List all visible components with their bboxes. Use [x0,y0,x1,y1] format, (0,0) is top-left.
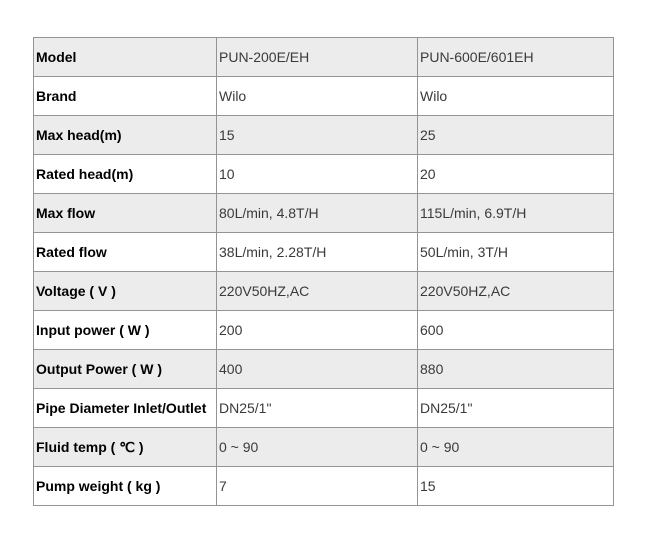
row-label: Fluid temp ( ℃ ) [34,428,217,467]
row-value-col2: 600 [418,311,614,350]
row-value-col1: 38L/min, 2.28T/H [217,233,418,272]
table-row-max-head [34,116,614,155]
spec-table-container [33,37,614,506]
row-value-col1: 0 ~ 90 [217,428,418,467]
row-label: Rated flow [34,233,217,272]
row-label: Max head(m) [34,116,217,155]
row-value-col1: 400 [217,350,418,389]
row-label: Brand [34,77,217,116]
row-value-col1: 80L/min, 4.8T/H [217,194,418,233]
spec-table [33,37,614,506]
row-value-col2: PUN-600E/601EH [418,38,614,77]
row-value-col2: 15 [418,467,614,506]
row-label: Input power ( W ) [34,311,217,350]
row-value-col2: 0 ~ 90 [418,428,614,467]
row-label: Output Power ( W ) [34,350,217,389]
row-label: Voltage ( V ) [34,272,217,311]
row-value-col2: 880 [418,350,614,389]
table-row-brand [34,77,614,116]
row-label: Rated head(m) [34,155,217,194]
table-row-model [34,38,614,77]
table-row-voltage [34,272,614,311]
row-value-col2: 115L/min, 6.9T/H [418,194,614,233]
table-row-fluid-temp [34,428,614,467]
table-row-max-flow [34,194,614,233]
table-row-rated-flow [34,233,614,272]
row-value-col1: 15 [217,116,418,155]
row-value-col1: 200 [217,311,418,350]
row-value-col2: 25 [418,116,614,155]
table-row-input-power [34,311,614,350]
row-value-col2: DN25/1" [418,389,614,428]
row-label: Model [34,38,217,77]
table-row-rated-head [34,155,614,194]
row-value-col1: DN25/1" [217,389,418,428]
row-value-col1: Wilo [217,77,418,116]
table-row-output-power [34,350,614,389]
row-value-col1: PUN-200E/EH [217,38,418,77]
row-value-col1: 7 [217,467,418,506]
row-value-col2: 20 [418,155,614,194]
row-label: Pump weight ( kg ) [34,467,217,506]
table-row-pipe-diameter [34,389,614,428]
row-label: Pipe Diameter Inlet/Outlet [34,389,217,428]
row-value-col2: 50L/min, 3T/H [418,233,614,272]
row-label: Max flow [34,194,217,233]
row-value-col1: 220V50HZ,AC [217,272,418,311]
row-value-col1: 10 [217,155,418,194]
table-row-pump-weight [34,467,614,506]
row-value-col2: Wilo [418,77,614,116]
row-value-col2: 220V50HZ,AC [418,272,614,311]
